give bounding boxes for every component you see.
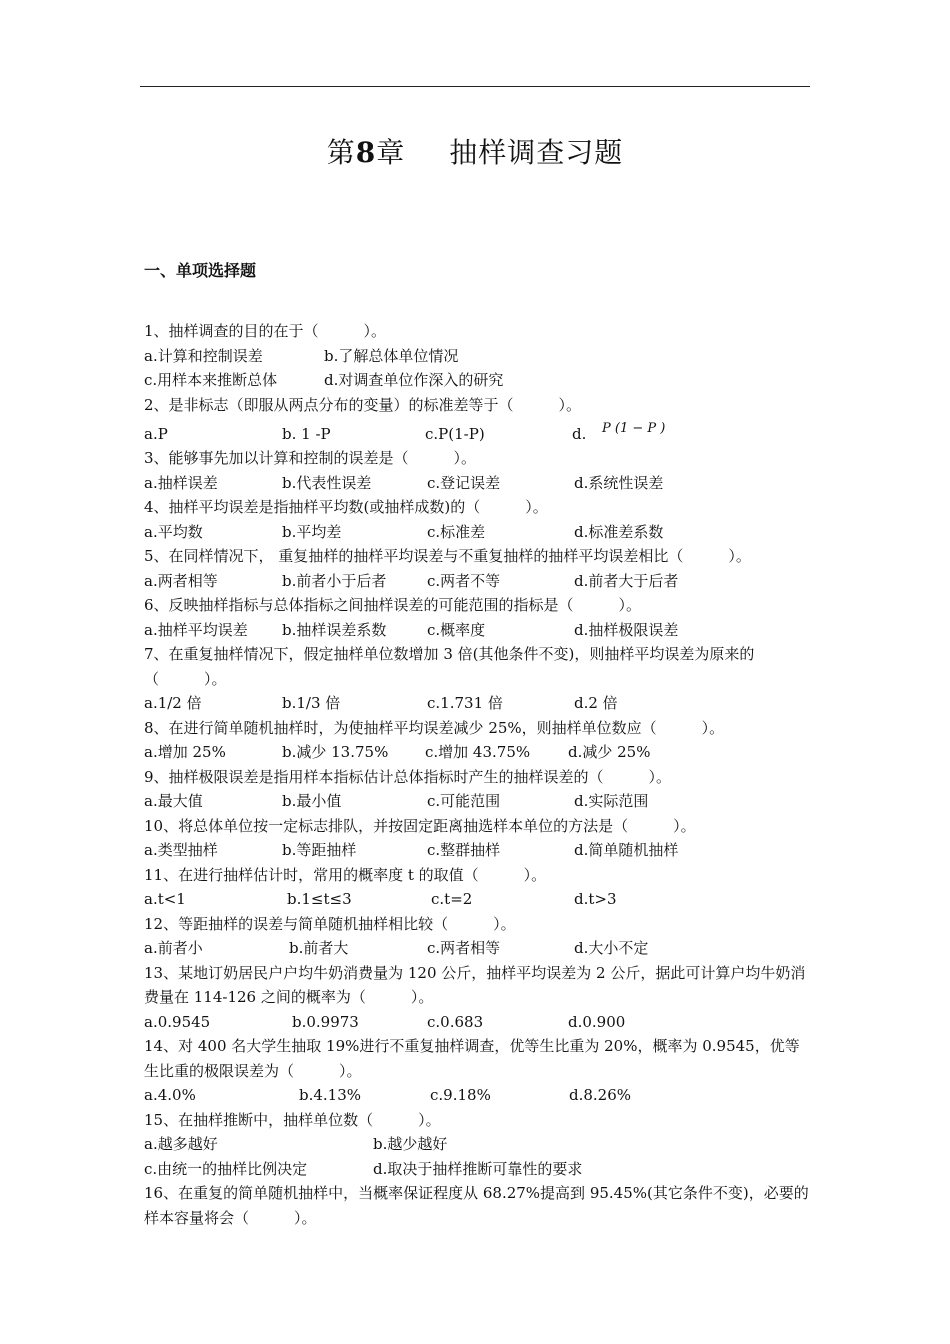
- option-a: a.最大值: [144, 792, 203, 810]
- options-row: [144, 887, 810, 912]
- option-c: c.两者不等: [427, 571, 501, 590]
- option-b: b.平均差: [282, 522, 342, 541]
- option-b: b.1≤t≤3: [287, 890, 352, 908]
- chapter-name: 抽样调查习题: [449, 136, 624, 169]
- option-b: b.减少 13.75%: [282, 743, 389, 761]
- option-b: b.等距抽样: [282, 841, 357, 859]
- option-a: a.4.0%: [144, 1086, 196, 1104]
- option-c: c.可能范围: [427, 792, 501, 810]
- option-d: d.大小不定: [574, 939, 649, 957]
- question-text: 6、反映抽样指标与总体指标之间抽样误差的可能范围的指标是（ ）。: [144, 596, 642, 614]
- option-b: b.1/3 倍: [282, 694, 341, 712]
- options-row: [144, 344, 810, 369]
- option-c: c.整群抽样: [427, 841, 501, 859]
- options-row: [144, 417, 810, 446]
- question-text: 1、抽样调查的目的在于（ ）。: [144, 322, 387, 340]
- option-b: b.最小值: [282, 792, 342, 810]
- options-row: [144, 1132, 810, 1157]
- option-d: d.取决于抽样推断可靠性的要求: [373, 1159, 583, 1178]
- option-c: c.登记误差: [427, 473, 501, 492]
- options-row: [144, 618, 810, 643]
- option-d: d.: [572, 425, 587, 443]
- question-text: 11、在进行抽样估计时，常用的概率度 t 的取值（ ）。: [144, 865, 547, 884]
- option-a: a.P: [144, 425, 168, 443]
- options-row: [144, 740, 810, 765]
- option-d: d.对调查单位作深入的研究: [324, 371, 504, 389]
- option-b: b.4.13%: [299, 1086, 362, 1104]
- option-b: b.抽样误差系数: [282, 620, 387, 639]
- option-a: a.类型抽样: [144, 841, 218, 859]
- chapter-prefix: 第: [326, 136, 356, 169]
- option-d: d.减少 25%: [568, 743, 651, 761]
- options-row: [144, 471, 810, 496]
- option-a: a.平均数: [144, 522, 203, 541]
- options-row: [144, 1010, 810, 1035]
- question-text: 4、抽样平均误差是指抽样平均数(或抽样成数)的（ ）。: [144, 498, 548, 516]
- option-b: b.越少越好: [373, 1135, 448, 1153]
- options-row: [144, 1083, 810, 1108]
- option-d: d.抽样极限误差: [574, 620, 679, 639]
- option-d: d.t>3: [574, 890, 617, 908]
- question-text: 8、在进行简单随机抽样时，为使抽样平均误差减少 25%，则抽样单位数应（ ）。: [144, 718, 725, 737]
- formula-sqrt-p-1-minus-p: P (1 − P ): [602, 421, 666, 436]
- option-b: b.0.9973: [292, 1012, 359, 1031]
- option-b: b.前者大: [289, 939, 349, 957]
- option-b: b.前者小于后者: [282, 571, 387, 590]
- option-d: d.0.900: [568, 1012, 626, 1031]
- question-text: 9、抽样极限误差是指用样本指标估计总体指标时产生的抽样误差的（ ）。: [144, 767, 672, 786]
- option-a: a.抽样平均误差: [144, 620, 248, 639]
- option-a: a.越多越好: [144, 1135, 218, 1153]
- chapter-suffix: 章: [376, 136, 406, 169]
- question-list: [144, 319, 810, 1230]
- options-row: [144, 520, 810, 545]
- options-row: [144, 936, 810, 961]
- option-a: a.前者小: [144, 939, 203, 957]
- question-text: 14、对 400 名大学生抽取 19%进行不重复抽样调查，优等生比重为 20%，概率为 0.9545，优等生比重的极限误差为（ ）。: [144, 1037, 800, 1080]
- option-a: a.增加 25%: [144, 743, 226, 761]
- options-row: [144, 838, 810, 863]
- option-a: a.抽样误差: [144, 473, 218, 492]
- question-text: 12、等距抽样的误差与简单随机抽样相比较（ ）。: [144, 914, 516, 933]
- option-a: a.0.9545: [144, 1012, 211, 1031]
- options-row: [144, 569, 810, 594]
- option-c: c.1.731 倍: [427, 694, 503, 712]
- question-text: 10、将总体单位按一定标志排队，并按固定距离抽选样本单位的方法是（ ）。: [144, 816, 696, 835]
- option-c: c.两者相等: [427, 939, 501, 957]
- option-a: a.计算和控制误差: [144, 346, 263, 365]
- options-row: [144, 1157, 810, 1182]
- chapter-number: 8: [355, 136, 377, 169]
- options-row: [144, 368, 810, 393]
- question-text: 7、在重复抽样情况下，假定抽样单位数增加 3 倍(其他条件不变)，则抽样平均误差为原来的（ ）。: [144, 645, 755, 688]
- question-text: 2、是非标志（即服从两点分布的变量）的标准差等于（ ）。: [144, 395, 582, 414]
- option-d: d.系统性误差: [574, 473, 664, 492]
- option-d: d.2 倍: [574, 694, 618, 712]
- header-rule: [140, 86, 810, 87]
- options-row: [144, 789, 810, 814]
- question-text: 16、在重复的简单随机抽样中，当概率保证程度从 68.27%提高到 95.45%(其它条件不变)，必要的样本容量将会（ ）。: [144, 1184, 809, 1227]
- option-b: b.了解总体单位情况: [324, 346, 459, 365]
- question-text: 3、能够事先加以计算和控制的误差是（ ）。: [144, 449, 477, 467]
- question-text: 13、某地订奶居民户户均牛奶消费量为 120 公斤，抽样平均误差为 2 公斤，据此可计算户均牛奶消费量在 114-126 之间的概率为（ ）。: [144, 963, 806, 1006]
- option-d: d.实际范围: [574, 792, 649, 810]
- option-c: c.9.18%: [430, 1086, 491, 1104]
- option-d: d.前者大于后者: [574, 571, 679, 590]
- option-c: c.用样本来推断总体: [144, 371, 278, 389]
- option-a: a.两者相等: [144, 571, 218, 590]
- option-c: c.标准差: [427, 522, 486, 541]
- option-c: c.由统一的抽样比例决定: [144, 1159, 308, 1178]
- option-d: d.简单随机抽样: [574, 841, 679, 859]
- option-c: c.0.683: [427, 1012, 484, 1031]
- question-text: 15、在抽样推断中，抽样单位数（ ）。: [144, 1110, 441, 1129]
- option-c: c.概率度: [427, 620, 486, 639]
- option-a: a.t<1: [144, 890, 186, 908]
- chapter-title: [0, 131, 950, 171]
- option-c: c.增加 43.75%: [425, 743, 531, 761]
- option-b: b. 1 -P: [282, 425, 331, 443]
- option-b: b.代表性误差: [282, 473, 372, 492]
- option-c: c.t=2: [431, 890, 473, 908]
- option-c: c.P(1-P): [425, 425, 485, 443]
- option-a: a.1/2 倍: [144, 694, 202, 712]
- options-row: [144, 691, 810, 716]
- option-d: d.标准差系数: [574, 522, 664, 541]
- section-title: 一、单项选择题: [144, 261, 257, 280]
- option-d: d.8.26%: [569, 1086, 632, 1104]
- question-text: 5、在同样情况下， 重复抽样的抽样平均误差与不重复抽样的抽样平均误差相比（ ）。: [144, 547, 751, 565]
